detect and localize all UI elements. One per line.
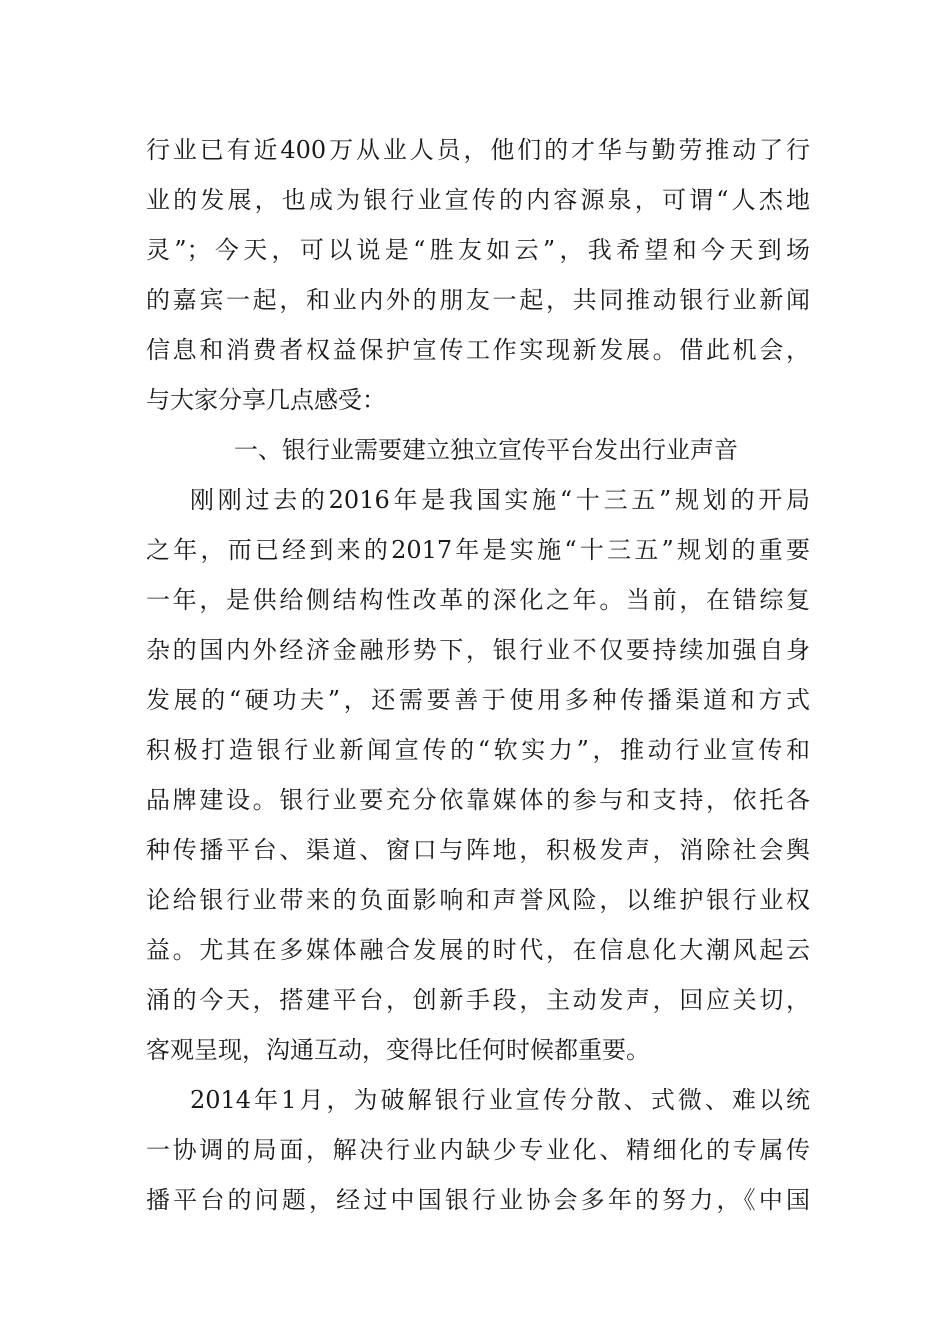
text-line: 与大家分享几点感受： — [146, 386, 386, 414]
text-line: 2014年1月，为破解银行业宣传分散、式微、难以统 — [190, 1086, 810, 1114]
text-line: 的嘉宾一起，和业内外的朋友一起，共同推动银行业新闻 — [146, 286, 810, 314]
text-line: 刚刚过去的2016年是我国实施“十三五”规划的开局 — [190, 486, 810, 514]
text-line: 业的发展，也成为银行业宣传的内容源泉，可谓“人杰地 — [146, 186, 810, 214]
text-line: 播平台的问题，经过中国银行业协会多年的努力，《中国 — [146, 1186, 810, 1214]
text-line: 品牌建设。银行业要充分依靠媒体的参与和支持，依托各 — [146, 786, 810, 814]
text-line: 发展的“硬功夫”，还需要善于使用多种传播渠道和方式 — [146, 686, 810, 714]
text-line: 灵”；今天，可以说是“胜友如云”，我希望和今天到场 — [146, 236, 810, 264]
text-line: 之年，而已经到来的2017年是实施“十三五”规划的重要 — [146, 536, 810, 564]
text-line: 益。尤其在多媒体融合发展的时代，在信息化大潮风起云 — [146, 936, 810, 964]
text-line: 一年，是供给侧结构性改革的深化之年。当前，在错综复 — [146, 586, 810, 614]
text-line: 种传播平台、渠道、窗口与阵地，积极发声，消除社会舆 — [146, 836, 810, 864]
text-line: 行业已有近400万从业人员，他们的才华与勤劳推动了行 — [146, 136, 810, 164]
text-line: 积极打造银行业新闻宣传的“软实力”，推动行业宣传和 — [146, 736, 810, 764]
section-heading: 一、银行业需要建立独立宣传平台发出行业声音 — [234, 436, 738, 464]
text-line: 客观呈现，沟通互动，变得比任何时候都重要。 — [146, 1036, 650, 1064]
text-line: 涌的今天，搭建平台，创新手段，主动发声，回应关切， — [146, 986, 810, 1014]
text-line: 一协调的局面，解决行业内缺少专业化、精细化的专属传 — [146, 1136, 810, 1164]
text-line: 杂的国内外经济金融形势下，银行业不仅要持续加强自身 — [146, 636, 810, 664]
text-line: 信息和消费者权益保护宣传工作实现新发展。借此机会， — [146, 336, 810, 364]
text-line: 论给银行业带来的负面影响和声誉风险，以维护银行业权 — [146, 886, 810, 914]
